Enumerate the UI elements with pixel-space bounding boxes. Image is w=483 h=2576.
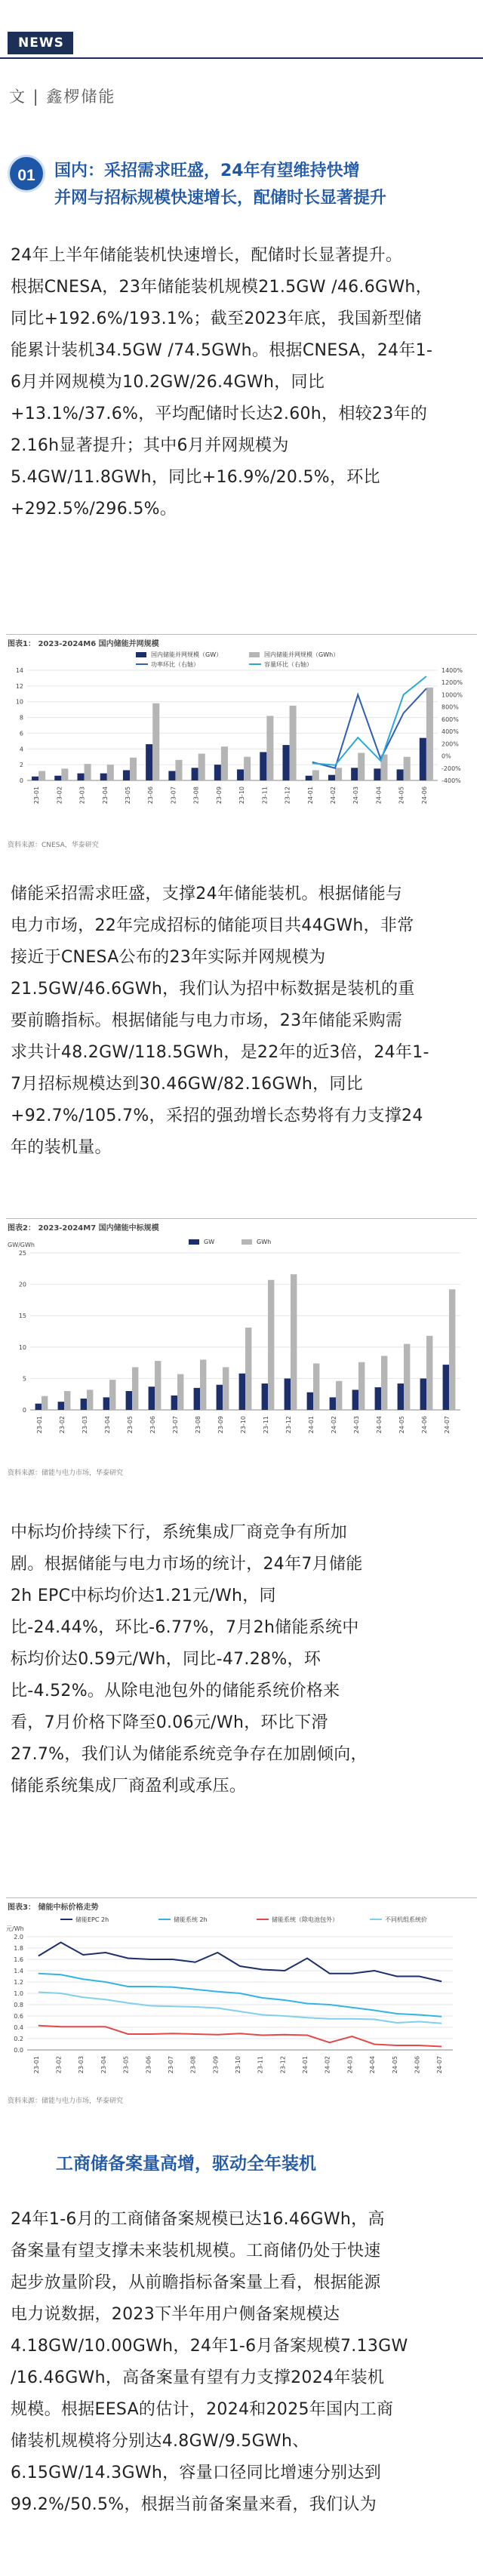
x-tick-label: 23-06: [147, 786, 155, 805]
bar-gwh: [290, 706, 297, 780]
x-tick-label: 23-11: [263, 1416, 269, 1434]
x-tick-label: 23-09: [212, 2056, 220, 2074]
y2-tick-label: 400%: [441, 728, 459, 736]
text-line: 储能系统集成厂商盈利或承压。: [11, 1777, 247, 1796]
bar-gwh: [107, 765, 114, 780]
bar-gwh: [449, 1289, 455, 1410]
bar-gw: [237, 769, 244, 780]
x-tick-label: 23-07: [172, 1416, 179, 1434]
y-tick-label: 4: [19, 746, 23, 753]
x-tick-label: 23-03: [78, 786, 86, 805]
line-series-3: [38, 2026, 441, 2047]
bar-gwh: [155, 1361, 161, 1410]
text-line: 7月招标规模达到30.46GW/82.16GWh，同比: [11, 1075, 364, 1094]
legend-label: 储能系统 2h: [174, 1916, 208, 1923]
text-line: +292.5%/296.5%。: [11, 500, 177, 519]
bar-gwh: [358, 753, 365, 781]
section1-title: [54, 158, 477, 212]
bar-gwh: [426, 688, 433, 780]
x-tick-label: 23-08: [189, 2056, 197, 2074]
bar-gwh: [42, 1396, 48, 1410]
line-series-1: [38, 1974, 441, 2017]
bar-gw: [192, 768, 198, 780]
x-tick-label: 24-02: [324, 2056, 331, 2074]
x-tick-label: 23-02: [56, 786, 63, 805]
legend-swatch: [249, 652, 260, 657]
line-series-2: [38, 1993, 441, 2024]
text-line: 年的装机量。: [11, 1138, 112, 1157]
y-tick-label: 1.6: [14, 1956, 23, 1963]
y-tick-label: 0.8: [14, 2002, 23, 2008]
figure1-caption: 图表1： 2023-2024M6 国内储能并网规模: [8, 640, 159, 648]
x-tick-label: 24-06: [414, 2056, 421, 2074]
figure1-source: 资料来源：CNESA，华泰研究: [8, 842, 99, 849]
x-tick-label: 23-10: [240, 1416, 247, 1434]
bar-gwh: [312, 770, 319, 780]
y-tick-label: 0.6: [14, 2013, 23, 2020]
text-line: 求共计48.2GW/118.5GWh，是22年的近3倍，24年1-: [11, 1043, 429, 1062]
y-tick-label: 12: [15, 682, 23, 690]
x-tick-label: 23-04: [100, 2056, 107, 2074]
bar-gw: [374, 768, 380, 780]
y-tick-label: 6: [19, 730, 23, 737]
x-tick-label: 23-01: [36, 1416, 43, 1434]
bar-gwh: [221, 746, 228, 780]
section2-title: 工商储备案量高增，驱动全年装机: [56, 2154, 316, 2174]
bar-gw: [217, 1385, 223, 1410]
y-tick-label: 1.2: [14, 1979, 23, 1986]
figure2-chart: [0, 1232, 483, 1458]
x-tick-label: 24-03: [352, 786, 360, 805]
paragraph-3: [11, 1517, 474, 1802]
x-tick-label: 24-06: [420, 786, 428, 805]
bar-gwh: [64, 1391, 70, 1410]
text-line: /16.46GWh，高备案量有望有力支撑2024年装机: [11, 2368, 385, 2387]
bar-gwh: [313, 1363, 319, 1410]
x-tick-label: 23-01: [33, 786, 41, 805]
text-line: 备案量有望支撑未来装机规模。工商储仍处于快速: [11, 2242, 381, 2261]
bar-gw: [123, 770, 130, 780]
x-tick-label: 24-01: [306, 786, 314, 805]
bar-gw: [328, 775, 335, 780]
bar-gw: [285, 1378, 291, 1410]
x-tick-label: 23-04: [101, 786, 109, 805]
bar-gw: [194, 1388, 200, 1410]
bar-gwh: [87, 1390, 93, 1410]
bar-gwh: [291, 1274, 297, 1410]
text-line: 规模。根据EESA的估计，2024和2025年国内工商: [11, 2400, 394, 2419]
text-line: 电力说数据，2023下半年用户侧备案规模达: [11, 2305, 340, 2324]
text-line: 能累计装机34.5GW /74.5GWh。根据CNESA，24年1-: [11, 341, 433, 360]
bar-gw: [307, 1393, 313, 1410]
y-tick-label: 25: [18, 1250, 26, 1257]
x-tick-label: 23-02: [59, 1416, 66, 1434]
y-tick-label: 0: [19, 777, 23, 784]
bar-gwh: [404, 1344, 410, 1410]
x-tick-label: 24-02: [331, 1416, 337, 1434]
legend-label: 功率环比（右轴）: [151, 661, 199, 668]
bar-gw: [330, 1397, 336, 1410]
bar-gw: [239, 1374, 245, 1410]
text-line: 5.4GW/11.8GWh，同比+16.9%/20.5%，环比: [11, 468, 380, 487]
text-line: 6月并网规模为10.2GW/26.4GWh，同比: [11, 373, 325, 392]
y-tick-label: 10: [18, 1343, 26, 1351]
section1-header: [6, 155, 477, 221]
text-line: 储能采招需求旺盛，支撑24年储能装机。根据储能与: [11, 885, 403, 903]
x-tick-label: 24-07: [436, 2056, 444, 2074]
bar-gw: [100, 774, 107, 780]
text-line: 99.2%/50.5%，根据当前备案量来看，我们认为: [11, 2495, 377, 2514]
bar-gw: [397, 769, 404, 780]
section-number-badge: 01: [8, 155, 45, 192]
legend-swatch: [189, 1239, 199, 1245]
x-tick-label: 23-09: [217, 1416, 224, 1434]
bar-gwh: [358, 1362, 365, 1410]
x-tick-label: 24-05: [398, 786, 405, 805]
bar-gw: [420, 1378, 426, 1410]
y-axis-label: GW/GWh: [8, 1242, 35, 1248]
x-tick-label: 23-07: [167, 2056, 174, 2074]
y2-tick-label: 1400%: [441, 667, 463, 674]
legend-label: 储能EPC 2h: [75, 1916, 109, 1923]
figure2-source: 资料来源：储能与电力市场，华泰研究: [8, 1470, 124, 1477]
text-line: 24年上半年储能装机快速增长，配储时长显著提升。: [11, 246, 403, 265]
bar-gw: [77, 774, 84, 780]
bar-gw: [260, 752, 266, 780]
x-tick-label: 24-06: [421, 1416, 428, 1434]
bar-gwh: [152, 703, 159, 780]
text-line: 比-24.44%，环比-6.77%，7月2h储能系统中: [11, 1618, 359, 1637]
bar-gwh: [381, 1356, 387, 1410]
x-tick-label: 23-02: [55, 2056, 63, 2074]
figure3-caption: 图表3： 储能中标价格走势: [8, 1904, 99, 1912]
bar-gw: [282, 745, 289, 780]
text-line: 起步放量阶段，从前瞻指标备案量上看，根据能源: [11, 2273, 381, 2292]
bar-gwh: [336, 1381, 342, 1410]
text-line: 6.15GW/14.3GWh，容量口径同比增速分别达到: [11, 2464, 382, 2482]
bar-gwh: [244, 757, 251, 780]
y2-tick-label: 600%: [441, 716, 459, 723]
x-tick-label: 23-01: [32, 2056, 40, 2074]
y2-tick-label: -200%: [441, 765, 461, 772]
legend-label: 容量环比（右轴）: [264, 661, 312, 668]
legend-label: GWh: [257, 1239, 272, 1245]
bar-gw: [54, 776, 61, 780]
y-tick-label: 0.2: [14, 2036, 23, 2042]
text-line: 2.16h显著提升；其中6月并网规模为: [11, 436, 289, 455]
figure-rule: [6, 1897, 477, 1898]
x-tick-label: 23-12: [284, 786, 291, 805]
bar-gw: [126, 1391, 132, 1410]
y2-tick-label: 1000%: [441, 691, 463, 699]
legend-label: 国内储能并网规模（GWh）: [264, 651, 340, 658]
news-tag: NEWS: [8, 32, 73, 54]
text-line: 4.18GW/10.00GWh，24年1-6月备案规模7.13GW: [11, 2337, 408, 2356]
legend-label: 国内储能并网规模（GW）: [151, 651, 223, 658]
y-tick-label: 15: [18, 1313, 26, 1320]
bar-gw: [214, 765, 221, 780]
bar-gw: [58, 1402, 64, 1410]
y-tick-label: 1.0: [14, 1990, 23, 1997]
bar-gwh: [85, 764, 91, 780]
figure3-chart: [0, 1910, 483, 2088]
bar-gw: [443, 1365, 449, 1410]
x-tick-label: 23-08: [195, 1416, 202, 1434]
y-tick-label: 1.4: [14, 1968, 23, 1974]
x-tick-label: 23-10: [235, 2056, 242, 2074]
byline: 文 | 鑫椤储能: [9, 88, 116, 106]
section1-title-line: 并网与招标规模快速增长，配储时长显著提升: [54, 189, 387, 208]
text-line: 看，7月价格下降至0.06元/Wh，环比下滑: [11, 1713, 328, 1732]
text-line: 储装机规模将分别达4.8GW/9.5GWh、: [11, 2432, 309, 2451]
line-capacity-mom: [312, 676, 426, 765]
x-tick-label: 24-05: [398, 1416, 405, 1434]
x-tick-label: 24-04: [369, 2056, 377, 2074]
text-line: 比-4.52%。从除电池包外的储能系统价格来: [11, 1682, 340, 1700]
x-tick-label: 23-12: [285, 1416, 292, 1434]
text-line: 电力市场，22年完成招标的储能项目共44GWh，非常: [11, 916, 414, 935]
figure2-caption: 图表2： 2023-2024M7 国内储能中标规模: [8, 1224, 159, 1233]
bar-gwh: [132, 1367, 138, 1410]
y-tick-label: 10: [15, 698, 23, 706]
x-tick-label: 24-05: [391, 2056, 398, 2074]
bar-gw: [375, 1387, 381, 1410]
y-axis-label: 元/Wh: [6, 1925, 24, 1932]
text-line: 要前瞻指标。根据储能与电力市场，23年储能采购需: [11, 1011, 403, 1030]
figure-rule: [6, 634, 477, 635]
bar-gw: [398, 1383, 404, 1410]
bar-gwh: [335, 768, 342, 780]
text-line: 同比+192.6%/193.1%；截至2023年底，我国新型储: [11, 309, 422, 328]
x-tick-label: 24-01: [302, 2056, 309, 2074]
y2-tick-label: 200%: [441, 740, 459, 748]
x-tick-label: 23-05: [122, 2056, 130, 2074]
x-tick-label: 23-05: [125, 786, 131, 805]
line-power-mom: [312, 688, 426, 768]
legend-label: GW: [204, 1239, 215, 1245]
text-line: 24年1-6月的工商储备案规模已达16.46GWh，高: [11, 2210, 385, 2229]
x-tick-label: 23-03: [78, 2056, 85, 2074]
text-line: 27.7%，我们认为储能系统竞争存在加剧倾向，: [11, 1745, 368, 1764]
bar-gw: [32, 777, 38, 780]
figure3-source: 资料来源：储能与电力市场，华泰研究: [8, 2097, 124, 2105]
bar-gwh: [198, 754, 205, 780]
x-tick-label: 24-03: [353, 1416, 360, 1434]
x-tick-label: 23-03: [82, 1416, 88, 1434]
x-tick-label: 23-06: [145, 2056, 152, 2074]
text-line: +92.7%/105.7%，采招的强劲增长态势将有力支撑24: [11, 1106, 423, 1125]
bar-gw: [352, 1390, 358, 1410]
bar-gwh: [61, 768, 68, 780]
x-tick-label: 23-06: [149, 1416, 156, 1434]
y-tick-label: 2: [19, 762, 23, 769]
x-tick-label: 23-10: [238, 786, 246, 805]
text-line: 剧。根据储能与电力市场的统计，24年7月储能: [11, 1555, 363, 1574]
bar-gw: [168, 771, 175, 780]
bar-gwh: [130, 758, 137, 780]
y2-tick-label: 1200%: [441, 679, 463, 687]
x-tick-label: 24-07: [444, 1416, 451, 1434]
x-tick-label: 23-11: [261, 786, 269, 805]
news-divider: [0, 57, 483, 59]
text-line: 2h EPC中标均价达1.21元/Wh，同: [11, 1587, 276, 1605]
bar-gwh: [175, 760, 182, 780]
y-tick-label: 2.0: [14, 1934, 23, 1940]
bar-gwh: [268, 1280, 274, 1410]
y-tick-label: 20: [18, 1281, 26, 1288]
bar-gwh: [245, 1328, 251, 1410]
bar-gw: [306, 776, 312, 780]
section1-title-line: 国内：采招需求旺盛，24年有望维持快增: [54, 162, 360, 180]
bar-gw: [420, 738, 426, 780]
bar-gw: [35, 1404, 42, 1410]
x-tick-label: 23-04: [104, 1416, 111, 1434]
x-tick-label: 24-03: [346, 2056, 354, 2074]
bar-gwh: [404, 757, 411, 780]
text-line: 接近于CNESA公布的23年实际并网规模为: [11, 948, 326, 967]
y-tick-label: 0.0: [14, 2047, 23, 2054]
legend-label: 储能系统（除电池包外）: [272, 1916, 338, 1923]
y2-tick-label: -400%: [441, 777, 461, 784]
text-line: 根据CNESA，23年储能装机规模21.5GW /46.6GWh，: [11, 278, 432, 297]
figure1-chart: [0, 648, 483, 829]
legend-label: 不同机组系统价: [385, 1916, 427, 1923]
paragraph-1: [11, 240, 474, 525]
y2-tick-label: 0%: [441, 752, 451, 760]
bar-gw: [262, 1383, 268, 1410]
y-tick-label: 14: [15, 667, 23, 674]
y-tick-label: 0: [22, 1407, 26, 1414]
figure-rule: [6, 1218, 477, 1219]
bar-gwh: [426, 1336, 432, 1410]
y2-tick-label: 800%: [441, 703, 459, 711]
bar-gwh: [223, 1367, 229, 1410]
x-tick-label: 24-01: [308, 1416, 315, 1434]
x-tick-label: 23-09: [215, 786, 223, 805]
bar-gw: [103, 1397, 109, 1410]
y-tick-label: 8: [19, 714, 23, 722]
legend-swatch: [242, 1239, 252, 1245]
bar-gw: [351, 768, 358, 780]
text-line: 中标均价持续下行，系统集成厂商竞争有所加: [11, 1523, 348, 1542]
bar-gwh: [200, 1359, 206, 1410]
text-line: 标均价达0.59元/Wh，同比-47.28%，环: [11, 1650, 321, 1669]
x-tick-label: 23-11: [257, 2056, 264, 2074]
x-tick-label: 23-12: [279, 2056, 287, 2074]
bar-gwh: [177, 1374, 183, 1410]
bar-gw: [171, 1396, 177, 1410]
x-tick-label: 23-05: [127, 1416, 134, 1434]
paragraph-4: [11, 2204, 474, 2521]
x-tick-label: 23-08: [192, 786, 200, 805]
x-tick-label: 23-07: [170, 786, 177, 805]
paragraph-2: [11, 879, 474, 1164]
bar-gwh: [109, 1380, 115, 1410]
bar-gwh: [38, 771, 45, 780]
legend-swatch: [136, 652, 146, 657]
x-tick-label: 24-04: [375, 786, 383, 805]
bar-gw: [81, 1399, 87, 1410]
y-tick-label: 1.8: [14, 1945, 23, 1952]
bar-gw: [149, 1386, 155, 1410]
bar-gwh: [266, 716, 273, 780]
bar-gw: [146, 744, 152, 780]
text-line: +13.1%/37.6%，平均配储时长达2.60h，相较23年的: [11, 405, 428, 423]
x-tick-label: 24-04: [376, 1416, 383, 1434]
y-tick-label: 5: [22, 1375, 26, 1383]
x-tick-label: 24-02: [330, 786, 337, 805]
y-tick-label: 0.4: [14, 2024, 23, 2031]
text-line: 21.5GW/46.6GWh，我们认为招中标数据是装机的重: [11, 980, 415, 999]
